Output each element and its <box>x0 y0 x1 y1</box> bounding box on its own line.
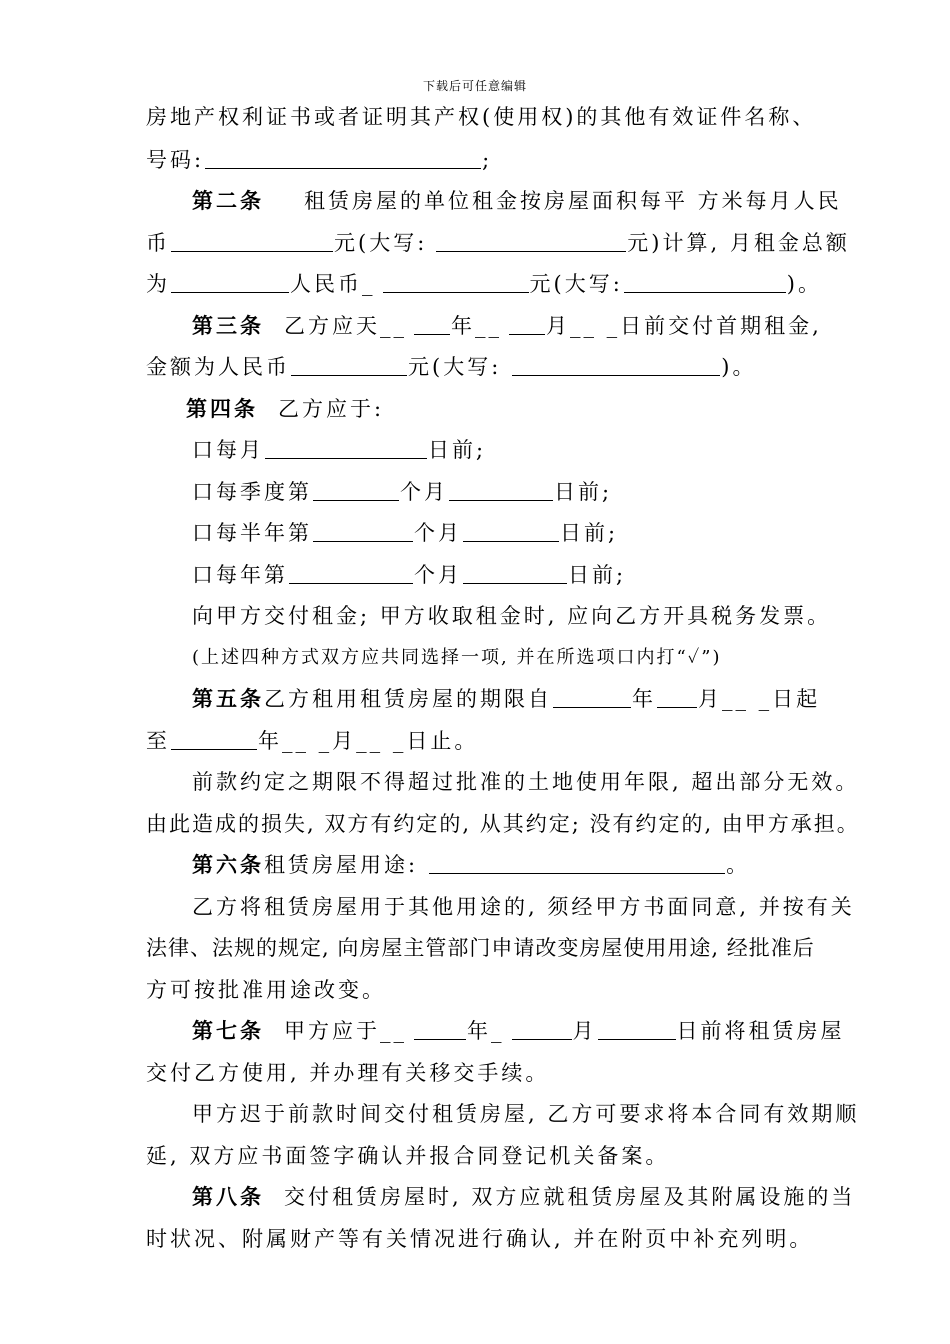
blank-first-pay-year[interactable] <box>414 312 450 335</box>
article-4-payment-note: 向甲方交付租金; 甲方收取租金时, 应向乙方开具税务发票。 <box>192 604 832 628</box>
blank-quarter-month[interactable] <box>313 478 399 501</box>
article-5-title: 第五条 <box>192 686 264 711</box>
blank-first-pay-capital[interactable] <box>512 353 720 376</box>
blank-quarter-day[interactable] <box>449 478 553 501</box>
article-7-line-2: 交付乙方使用, 并办理有关移交手续。 <box>146 1061 550 1085</box>
article-6-line-2: 乙方将租赁房屋用于其他用途的, 须经甲方书面同意, 并按有关 <box>192 895 855 919</box>
article-3-line-1: 第三条 乙方应天__ 年__ 月__ _日前交付首期租金, <box>192 313 822 338</box>
article-2-line-1: 第二条 租赁房屋的单位租金按房屋面积每平 方米每月人民 <box>192 188 842 213</box>
option-half-year: 口每半年第 个月 日前; <box>192 521 619 545</box>
blank-first-pay-month[interactable] <box>509 312 545 335</box>
blank-usage[interactable] <box>429 851 725 874</box>
article-5-loss-note: 由此造成的损失, 双方有约定的, 从其约定; 没有约定的, 由甲方承担。 <box>146 812 860 836</box>
article-5-line-2: 至 年__ _月__ _日止。 <box>146 729 479 753</box>
option-monthly: 口每月 日前; <box>192 438 487 462</box>
article-7-title: 第七条 <box>192 1018 264 1043</box>
article-4-line-1: 第四条 乙方应于: <box>186 396 385 421</box>
article-2-title: 第二条 <box>192 188 264 213</box>
option-quarterly: 口每季度第 个月 日前; <box>192 480 613 504</box>
blank-year-month[interactable] <box>289 561 413 584</box>
page-header: 下载后可任意编辑 <box>422 79 527 93</box>
article-6-title: 第六条 <box>192 852 264 877</box>
article-4-title: 第四条 <box>186 396 258 421</box>
blank-delivery-day[interactable] <box>598 1017 676 1040</box>
blank-year-day[interactable] <box>463 561 567 584</box>
article-8-line-1: 第八条 交付租赁房屋时, 双方应就租赁房屋及其附属设施的当 <box>192 1184 856 1209</box>
blank-first-pay-amount[interactable] <box>291 353 407 376</box>
blank-monthly-capital[interactable] <box>624 270 786 293</box>
blank-term-start-month[interactable] <box>657 685 697 708</box>
blank-unit-rent-capital[interactable] <box>436 229 626 252</box>
blank-delivery-year[interactable] <box>414 1017 466 1040</box>
article-6-line-3: 法律、法规的规定, 向房屋主管部门申请改变房屋使用用途, 经批准后 <box>146 936 815 960</box>
article-7-line-1: 第七条 甲方应于__ 年_ 月 日前将租赁房屋 <box>192 1018 845 1043</box>
blank-number[interactable] <box>205 146 481 169</box>
blank-monthly-rmb[interactable] <box>383 270 529 293</box>
article-6-line-4: 方可按批准用途改变。 <box>146 978 386 1002</box>
article-5-limit-note: 前款约定之期限不得超过批准的土地使用年限, 超出部分无效。 <box>192 770 860 794</box>
blank-half-year-month[interactable] <box>313 519 413 542</box>
article-8-line-2: 时状况、附属财产等有关情况进行确认, 并在附页中补充列明。 <box>146 1227 814 1251</box>
article-3-line-2: 金额为人民币 元(大写: )。 <box>146 355 757 379</box>
article-8-title: 第八条 <box>192 1184 264 1209</box>
blank-unit-rent[interactable] <box>171 229 333 252</box>
article-4-choice-note: (上述四种方式双方应共同选择一项, 并在所选项口内打“✓”) <box>192 647 722 668</box>
article-2-line-3: 为 人民币_ 元(大写: )。 <box>146 272 822 296</box>
line-number: 号码: ; <box>146 148 493 172</box>
line-certificate: 房地产权利证书或者证明其产权(使用权)的其他有效证件名称、 <box>146 105 817 129</box>
blank-monthly-total[interactable] <box>171 270 289 293</box>
article-7-line-4: 延, 双方应书面签字确认并报合同登记机关备案。 <box>146 1144 670 1168</box>
article-5-line-1: 第五条乙方租用租赁房屋的期限自 年 月__ _日起 <box>192 686 821 711</box>
option-yearly: 口每年第 个月 日前; <box>192 563 627 587</box>
blank-term-start-year[interactable] <box>553 685 631 708</box>
blank-delivery-month[interactable] <box>512 1017 572 1040</box>
article-3-title: 第三条 <box>192 313 264 338</box>
blank-monthly-day[interactable] <box>265 436 427 459</box>
blank-term-end-year[interactable] <box>171 727 257 750</box>
article-7-line-3: 甲方迟于前款时间交付租赁房屋, 乙方可要求将本合同有效期顺 <box>192 1102 860 1126</box>
article-2-line-2: 币 元(大写: 元)计算, 月租金总额 <box>146 231 850 255</box>
blank-half-year-day[interactable] <box>463 519 559 542</box>
article-6-line-1: 第六条租赁房屋用途: 。 <box>192 852 751 877</box>
